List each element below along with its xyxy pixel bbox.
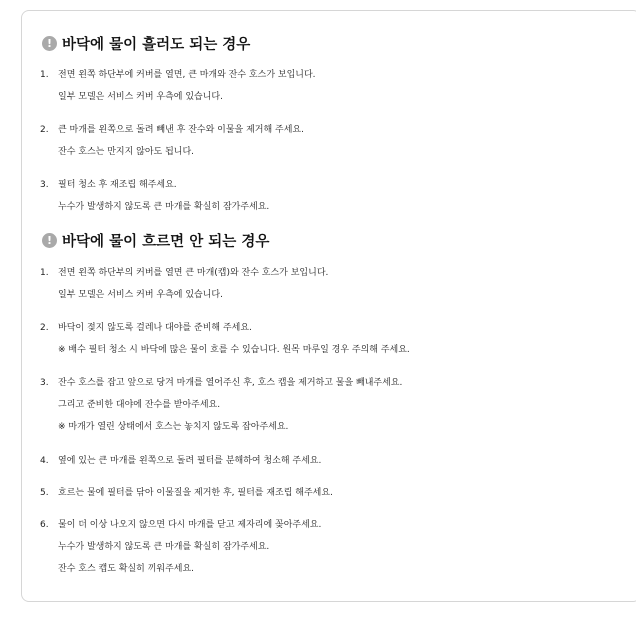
section-title-text: 바닥에 물이 흘러도 되는 경우 (62, 36, 251, 53)
alert-circle-icon: ! (42, 36, 57, 51)
list-item: 2. 큰 마개를 왼쪽으로 돌려 빼낸 후 잔수와 이물을 제거해 주세요. 잔수 호스는 만지지 않아도 됩니다. (40, 125, 304, 157)
section-title-text: 바닥에 물이 흐르면 안 되는 경우 (62, 233, 270, 250)
list-item: 1. 전면 왼쪽 하단부에 커버를 열면, 큰 마개와 잔수 호스가 보입니다. 일부 모델은 서비스 커버 우측에 있습니다. (40, 70, 316, 102)
list-item: 4. 옆에 있는 큰 마개를 왼쪽으로 돌려 필터를 분해하여 청소해 주세요. (40, 456, 322, 466)
list-item: 6. 물이 더 이상 나오지 않으면 다시 마개를 닫고 제자리에 꽂아주세요. 누수가 발생하지 않도록 큰 마개를 확실히 잠가주세요. 잔수 호스 캡도 확실히 끼워주세요. (40, 520, 322, 574)
alert-circle-icon: ! (42, 233, 57, 248)
list-item: 5. 흐르는 물에 필터를 닦아 이물질을 제거한 후, 필터를 재조립 해주세요. (40, 488, 333, 498)
list-item: 1. 전면 왼쪽 하단부의 커버를 열면 큰 마개(캡)와 잔수 호스가 보입니다. 일부 모델은 서비스 커버 우측에 있습니다. (40, 268, 329, 300)
list-item: 3. 잔수 호스를 잡고 앞으로 당겨 마개를 열어주신 후, 호스 캡을 제거하고 물을 빼내주세요. 그리고 준비한 대야에 잔수를 받아주세요. ※ 마개가 열린 상태에서 호스는 놓치지 않도록 잡아주세요. (40, 378, 403, 432)
list-item: 3. 필터 청소 후 재조립 해주세요. 누수가 발생하지 않도록 큰 마개를 확실히 잠가주세요. (40, 180, 270, 212)
list-item: 2. 바닥이 젖지 않도록 걸레나 대야를 준비해 주세요. ※ 배수 필터 청소 시 바닥에 많은 물이 흐를 수 있습니다. 원목 마루일 경우 주의해 주세요. (40, 323, 410, 355)
section-title-floor-water-not-ok (42, 230, 269, 250)
section-title-floor-water-ok (42, 33, 250, 53)
